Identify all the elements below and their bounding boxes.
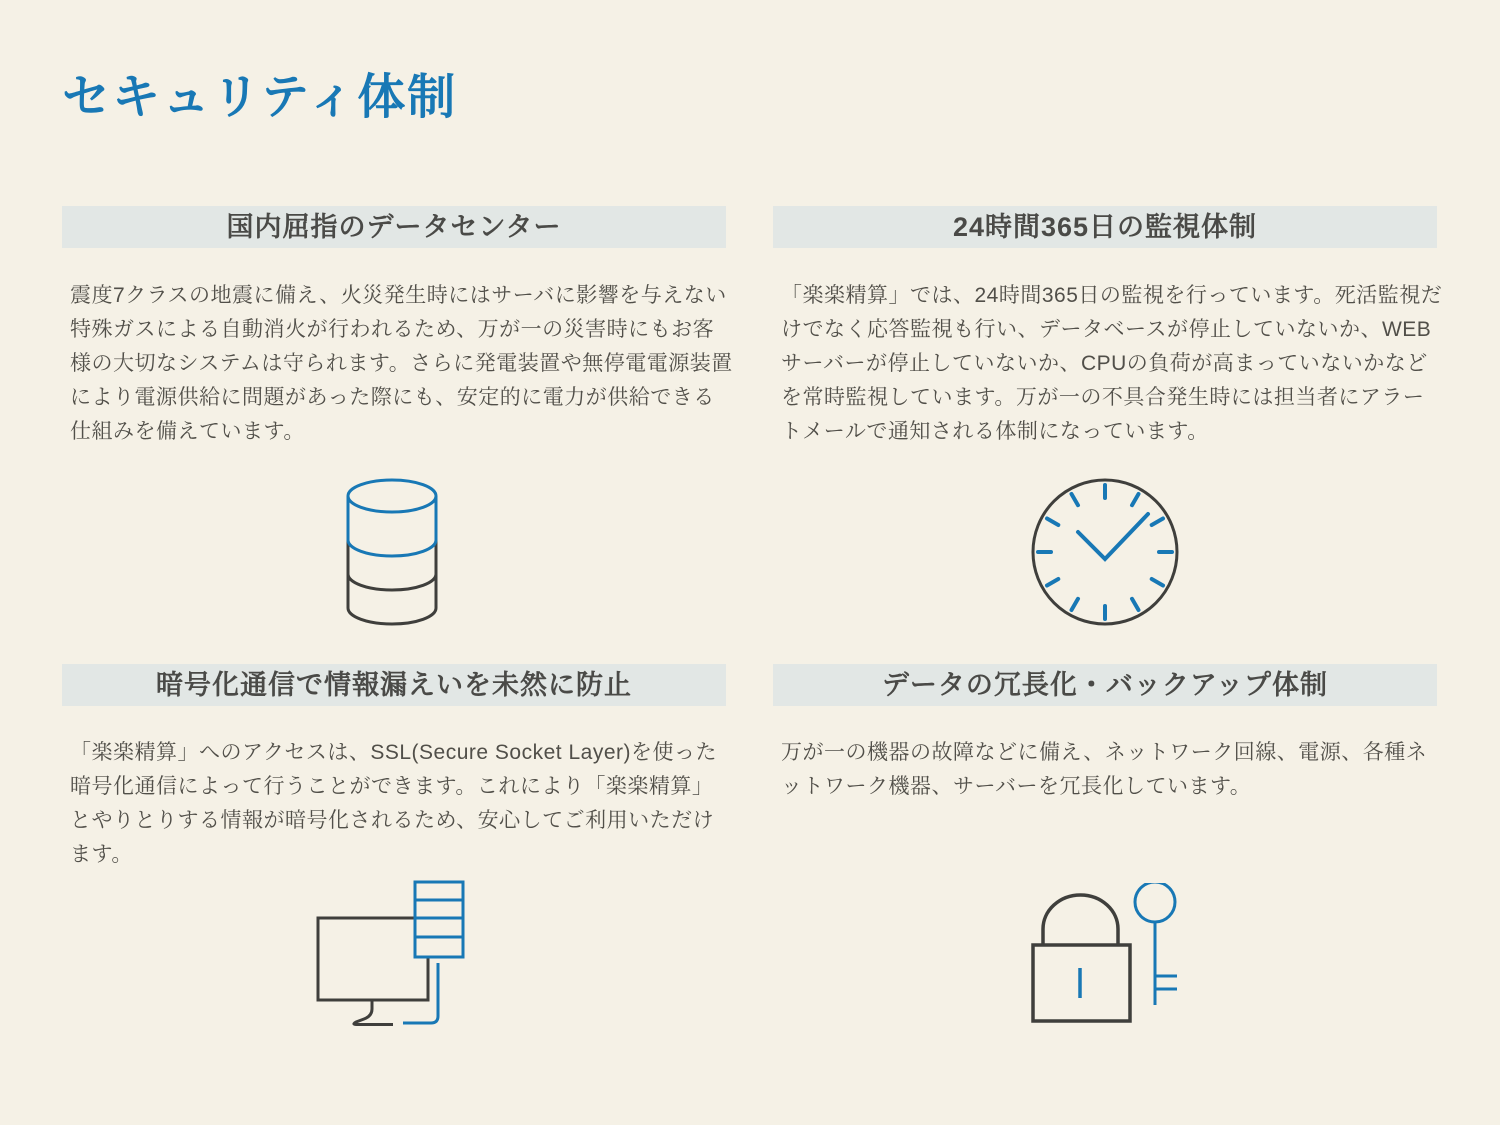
section-heading-redundancy: データの冗長化・バックアップ体制 bbox=[773, 664, 1437, 706]
page-title: セキュリティ体制 bbox=[62, 71, 458, 124]
section-body-datacenter: 震度7クラスの地震に備え、火災発生時にはサーバに影響を与えない特殊ガスによる自動消火が行われるため、万が一の災害時にもお客様の大切なシステムは守られます。さらに発電装置や無停電電源装置により電源供給に問題があった際にも、安定的に電力が供給できる仕組みを備えています。 bbox=[70, 284, 733, 443]
section-heading-monitoring: 24時間365日の監視体制 bbox=[773, 206, 1437, 248]
computer-server-icon bbox=[315, 875, 465, 1030]
section-body-redundancy: 万が一の機器の故障などに備え、ネットワーク回線、電源、各種ネットワーク機器、サーバーを冗長化しています。 bbox=[781, 741, 1428, 798]
lock-key-icon bbox=[1025, 883, 1185, 1028]
section-heading-encryption: 暗号化通信で情報漏えいを未然に防止 bbox=[62, 664, 726, 706]
database-icon bbox=[346, 476, 438, 626]
clock-icon bbox=[1030, 477, 1180, 627]
section-heading-datacenter: 国内屈指のデータセンター bbox=[62, 206, 726, 248]
section-body-encryption: 「楽楽精算」へのアクセスは、SSL(Secure Socket Layer)を使った暗号化通信によって行うことができます。これにより「楽楽精算」とやりとりする情報が暗号化されるため、安心してご利用いただけます。 bbox=[70, 741, 717, 866]
section-body-monitoring: 「楽楽精算」では、24時間365日の監視を行っています。死活監視だけでなく応答監視も行い、データベースが停止していないか、WEBサーバーが停止していないか、CPUの負荷が高まっていないかなどを常時監視しています。万が一の不具合発生時には担当者にアラートメールで通知される体制になっています。 bbox=[781, 284, 1443, 443]
